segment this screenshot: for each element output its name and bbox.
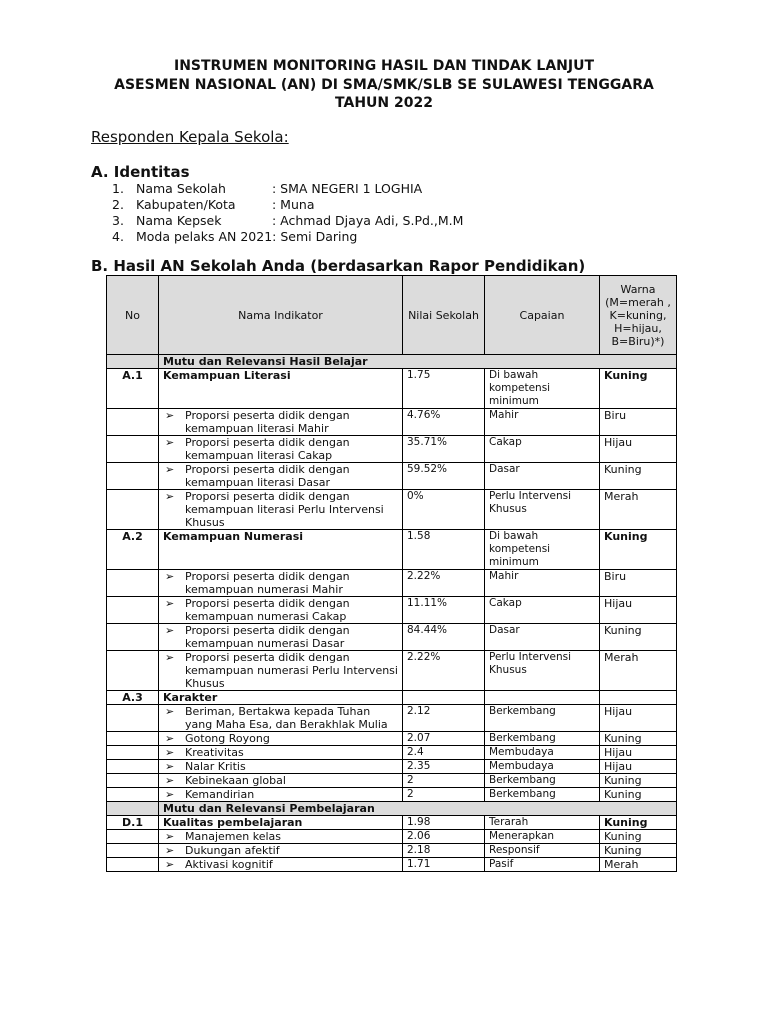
row-achievement: Di bawah kompetensi minimum — [485, 530, 600, 570]
row-score: 1.58 — [403, 530, 485, 570]
arrow-bullet-icon: ➢ — [165, 746, 175, 759]
sub-indicator — [163, 732, 398, 745]
row-no — [107, 788, 159, 802]
header-indicator: Nama Indikator — [159, 276, 403, 355]
table-main-row — [107, 816, 677, 830]
sub-indicator-text: Nalar Kritis — [185, 760, 246, 773]
sub-indicator — [163, 774, 398, 787]
row-score: 2.35 — [403, 760, 485, 774]
row-indicator — [159, 490, 403, 530]
row-indicator — [159, 651, 403, 691]
row-achievement: Berkembang — [485, 705, 600, 732]
doc-title-line1: INSTRUMEN MONITORING HASIL DAN TINDAK LANJUT — [173, 58, 594, 74]
sub-indicator-text: Kreativitas — [185, 746, 244, 759]
row-no: D.1 — [107, 816, 159, 830]
row-score: 59.52% — [403, 463, 485, 490]
row-indicator — [159, 732, 403, 746]
header-no: No — [107, 276, 159, 355]
row-no — [107, 844, 159, 858]
sub-indicator — [163, 597, 398, 623]
arrow-bullet-icon: ➢ — [165, 732, 175, 745]
table-row — [107, 570, 677, 597]
arrow-bullet-icon: ➢ — [165, 436, 175, 449]
row-no — [107, 570, 159, 597]
row-score: 2 — [403, 774, 485, 788]
row-achievement: Berkembang — [485, 788, 600, 802]
section-a-heading: A. Identitas — [91, 163, 190, 181]
sub-indicator — [163, 409, 398, 435]
row-color: Kuning — [600, 732, 677, 746]
sub-indicator — [163, 746, 398, 759]
row-achievement: Terarah — [485, 816, 600, 830]
sub-indicator-text: Proporsi peserta didik dengan kemampuan numerasi Dasar — [185, 624, 350, 650]
doc-title-line2: ASESMEN NASIONAL (AN) DI SMA/SMK/SLB SE SULAWESI TENGGARA — [114, 77, 654, 93]
identity-item — [112, 197, 463, 213]
row-indicator — [159, 436, 403, 463]
sub-indicator-text: Proporsi peserta didik dengan kemampuan literasi Cakap — [185, 436, 350, 462]
sub-indicator — [163, 705, 398, 731]
row-achievement: Cakap — [485, 436, 600, 463]
row-indicator: Kemampuan Literasi — [159, 369, 403, 409]
row-no — [107, 651, 159, 691]
row-achievement: Perlu Intervensi Khusus — [485, 651, 600, 691]
table-group-row — [107, 355, 677, 369]
row-score: 2.07 — [403, 732, 485, 746]
row-color: Kuning — [600, 844, 677, 858]
row-indicator — [159, 570, 403, 597]
row-no — [107, 830, 159, 844]
row-score: 2.18 — [403, 844, 485, 858]
row-no — [107, 802, 159, 816]
row-no — [107, 463, 159, 490]
table-row — [107, 463, 677, 490]
sub-indicator-text: Kebinekaan global — [185, 774, 286, 787]
identity-num: 4. — [112, 229, 124, 244]
row-achievement: Berkembang — [485, 774, 600, 788]
identity-value: : Muna — [272, 197, 315, 212]
row-score: 2.22% — [403, 651, 485, 691]
sub-indicator-text: Proporsi peserta didik dengan kemampuan literasi Dasar — [185, 463, 350, 489]
arrow-bullet-icon: ➢ — [165, 760, 175, 773]
sub-indicator — [163, 624, 398, 650]
table-row — [107, 436, 677, 463]
group-label: Mutu dan Relevansi Hasil Belajar — [159, 355, 677, 369]
row-achievement: Membudaya — [485, 760, 600, 774]
row-no — [107, 774, 159, 788]
arrow-bullet-icon: ➢ — [165, 858, 175, 871]
row-no — [107, 597, 159, 624]
row-achievement: Dasar — [485, 463, 600, 490]
table-row — [107, 788, 677, 802]
row-achievement: Di bawah kompetensi minimum — [485, 369, 600, 409]
sub-indicator-text: Proporsi peserta didik dengan kemampuan literasi Mahir — [185, 409, 350, 435]
table-row — [107, 597, 677, 624]
sub-indicator-text: Dukungan afektif — [185, 844, 280, 857]
row-indicator — [159, 760, 403, 774]
table-row — [107, 746, 677, 760]
table-row — [107, 409, 677, 436]
row-color: Merah — [600, 651, 677, 691]
row-achievement: Menerapkan — [485, 830, 600, 844]
header-score: Nilai Sekolah — [403, 276, 485, 355]
table-row — [107, 844, 677, 858]
row-score: 1.98 — [403, 816, 485, 830]
row-indicator — [159, 844, 403, 858]
table-header-row — [107, 276, 677, 355]
row-indicator — [159, 409, 403, 436]
row-achievement: Pasif — [485, 858, 600, 872]
row-color: Kuning — [600, 830, 677, 844]
row-indicator — [159, 705, 403, 732]
sub-indicator-text: Proporsi peserta didik dengan kemampuan literasi Perlu Intervensi Khusus — [185, 490, 384, 529]
arrow-bullet-icon: ➢ — [165, 490, 175, 503]
identity-label: Nama Kepsek — [136, 213, 222, 228]
identity-num: 3. — [112, 213, 124, 228]
group-label: Mutu dan Relevansi Pembelajaran — [159, 802, 677, 816]
identity-num: 1. — [112, 181, 124, 196]
table-row — [107, 705, 677, 732]
row-color: Kuning — [600, 774, 677, 788]
table-row — [107, 760, 677, 774]
sub-indicator — [163, 844, 398, 857]
sub-indicator — [163, 788, 398, 801]
row-no: A.3 — [107, 691, 159, 705]
arrow-bullet-icon: ➢ — [165, 844, 175, 857]
row-achievement: Perlu Intervensi Khusus — [485, 490, 600, 530]
identity-label: Moda pelaks AN 2021: Semi Daring — [136, 229, 358, 244]
row-no — [107, 858, 159, 872]
row-color — [600, 691, 677, 705]
arrow-bullet-icon: ➢ — [165, 597, 175, 610]
sub-indicator-text: Beriman, Bertakwa kepada Tuhan yang Maha Esa, dan Berakhlak Mulia — [185, 705, 388, 731]
sub-indicator-text: Kemandirian — [185, 788, 255, 801]
respondent-heading: Responden Kepala Sekola: — [91, 128, 289, 146]
sub-indicator — [163, 651, 398, 690]
identity-label: Nama Sekolah — [136, 181, 226, 196]
row-color: Biru — [600, 570, 677, 597]
row-color: Merah — [600, 858, 677, 872]
identity-num: 2. — [112, 197, 124, 212]
row-color: Hijau — [600, 705, 677, 732]
row-score: 4.76% — [403, 409, 485, 436]
sub-indicator — [163, 858, 398, 871]
row-achievement: Membudaya — [485, 746, 600, 760]
section-b-heading: B. Hasil AN Sekolah Anda (berdasarkan Rapor Pendidikan) — [91, 257, 586, 275]
table-row — [107, 774, 677, 788]
sub-indicator-text: Gotong Royong — [185, 732, 270, 745]
sub-indicator — [163, 760, 398, 773]
row-indicator — [159, 746, 403, 760]
row-no — [107, 409, 159, 436]
row-color: Kuning — [600, 463, 677, 490]
doc-title-line3: TAHUN 2022 — [335, 95, 433, 111]
row-score: 2.06 — [403, 830, 485, 844]
identity-value: : SMA NEGERI 1 LOGHIA — [272, 181, 423, 196]
table-group-row — [107, 802, 677, 816]
results-table — [106, 275, 677, 872]
identity-value: : Achmad Djaya Adi, S.Pd.,M.M — [272, 213, 464, 228]
row-score: 1.71 — [403, 858, 485, 872]
sub-indicator-text: Aktivasi kognitif — [185, 858, 273, 871]
table-row — [107, 830, 677, 844]
arrow-bullet-icon: ➢ — [165, 463, 175, 476]
row-no: A.2 — [107, 530, 159, 570]
row-no: A.1 — [107, 369, 159, 409]
row-achievement: Mahir — [485, 409, 600, 436]
identity-item — [112, 213, 463, 229]
row-color: Kuning — [600, 624, 677, 651]
sub-indicator — [163, 830, 398, 843]
row-score: 1.75 — [403, 369, 485, 409]
row-indicator — [159, 788, 403, 802]
row-no — [107, 760, 159, 774]
row-indicator — [159, 774, 403, 788]
table-body — [107, 355, 677, 872]
row-color: Kuning — [600, 816, 677, 830]
sub-indicator — [163, 570, 398, 596]
arrow-bullet-icon: ➢ — [165, 409, 175, 422]
row-score: 11.11% — [403, 597, 485, 624]
arrow-bullet-icon: ➢ — [165, 651, 175, 664]
row-achievement: Cakap — [485, 597, 600, 624]
row-indicator — [159, 597, 403, 624]
row-achievement: Dasar — [485, 624, 600, 651]
row-no — [107, 490, 159, 530]
row-score: 2.22% — [403, 570, 485, 597]
row-indicator — [159, 830, 403, 844]
row-achievement — [485, 691, 600, 705]
row-indicator: Kualitas pembelajaran — [159, 816, 403, 830]
row-indicator: Kemampuan Numerasi — [159, 530, 403, 570]
arrow-bullet-icon: ➢ — [165, 570, 175, 583]
sub-indicator — [163, 463, 398, 489]
row-score — [403, 691, 485, 705]
table-main-row — [107, 530, 677, 570]
row-color: Kuning — [600, 369, 677, 409]
row-indicator — [159, 858, 403, 872]
identity-label: Kabupaten/Kota — [136, 197, 236, 212]
sub-indicator-text: Proporsi peserta didik dengan kemampuan numerasi Perlu Intervensi Khusus — [185, 651, 398, 690]
header-achievement: Capaian — [485, 276, 600, 355]
row-score: 35.71% — [403, 436, 485, 463]
row-score: 2.12 — [403, 705, 485, 732]
identity-item — [112, 229, 463, 245]
row-color: Hijau — [600, 597, 677, 624]
row-color: Kuning — [600, 788, 677, 802]
identity-list — [112, 181, 463, 245]
row-no — [107, 624, 159, 651]
identity-item — [112, 181, 463, 197]
row-color: Biru — [600, 409, 677, 436]
row-achievement: Responsif — [485, 844, 600, 858]
arrow-bullet-icon: ➢ — [165, 774, 175, 787]
header-color: Warna (M=merah , K=kuning, H=hijau, B=Biru)*) — [600, 276, 677, 355]
row-color: Kuning — [600, 530, 677, 570]
row-score: 84.44% — [403, 624, 485, 651]
row-achievement: Berkembang — [485, 732, 600, 746]
row-achievement: Mahir — [485, 570, 600, 597]
row-no — [107, 436, 159, 463]
sub-indicator-text: Proporsi peserta didik dengan kemampuan numerasi Cakap — [185, 597, 350, 623]
arrow-bullet-icon: ➢ — [165, 830, 175, 843]
table-main-row — [107, 691, 677, 705]
row-indicator: Karakter — [159, 691, 403, 705]
sub-indicator — [163, 490, 398, 529]
table-main-row — [107, 369, 677, 409]
table-row — [107, 624, 677, 651]
row-indicator — [159, 624, 403, 651]
arrow-bullet-icon: ➢ — [165, 624, 175, 637]
arrow-bullet-icon: ➢ — [165, 705, 175, 718]
row-indicator — [159, 463, 403, 490]
row-no — [107, 746, 159, 760]
row-score: 2 — [403, 788, 485, 802]
row-no — [107, 705, 159, 732]
sub-indicator-text: Manajemen kelas — [185, 830, 281, 843]
sub-indicator-text: Proporsi peserta didik dengan kemampuan numerasi Mahir — [185, 570, 350, 596]
row-score: 2.4 — [403, 746, 485, 760]
arrow-bullet-icon: ➢ — [165, 788, 175, 801]
row-no — [107, 355, 159, 369]
table-row — [107, 732, 677, 746]
row-no — [107, 732, 159, 746]
row-color: Merah — [600, 490, 677, 530]
row-score: 0% — [403, 490, 485, 530]
row-color: Hijau — [600, 760, 677, 774]
sub-indicator — [163, 436, 398, 462]
table-row — [107, 490, 677, 530]
row-color: Hijau — [600, 436, 677, 463]
table-row — [107, 651, 677, 691]
table-row — [107, 858, 677, 872]
row-color: Hijau — [600, 746, 677, 760]
